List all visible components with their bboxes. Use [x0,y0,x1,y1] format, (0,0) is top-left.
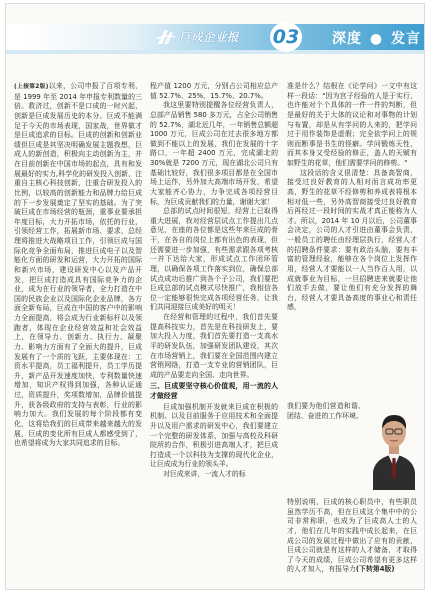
column-2-paragraph: 巨成加强机制开发就来巨成在积极的机制、以及目前服务于应用技术和全面提升以及用户需求的研发中心，我们要建立一个完整的研发体系，加强与高校及科研院所的合作，积极引进高端人才，把巨成打造成一个以科技为支撑的现代化企业，让巨成成为行业的领头羊。 [150,402,278,469]
section-title-dot: ● [369,31,384,47]
section-title-first: 深度 [332,31,362,47]
article-column-2 [150,82,278,480]
column-2-paragraph: 程产值 1200 万元，分别占公司相应总产值 52.7%、25%、15.7%、20.7%。 [150,82,278,100]
column-3-paragraph: 这段话的含义很清楚：具备高智商，接受过良好教育的人相对而言成功率更高，野生的花草不经修剪和养成表将根本相对低一些，另外高智商接受过良好教育后再经过一段时间的实战才真正能称为人才。所以，2014 年 10 月以后，公司董事会决定，公司的人才引进由董事会负责，一般员工的聘任由经理层执行，经营人才的招聘条件要求：要有政治头脑，要有丰富的管理经验，能够在各个岗位上发挥作用，经营人才要能以一人当作百人用，以成就事业为目标，一旦招聘进来就要让他们放手去做，要让他们有充分发挥的舞台，经营人才要具备高度的事业心和责任感， [287,168,417,312]
column-2-paragraph: 我这里要特别提醒各位经营负责人，总部产品销售 580 多万元，占全公司销售的 52.7%，湖北近几年，一年销售总额超 1000 万元，巨成公司在过去很多地方都做到不能以上的发展，我们在发展的十字路口，一年超 2400 万元，完成湖北的 30%就是 7200 万元，现在湖北公司只有基础比较好，我们很多项目都是在全国市场上运作，另外加大高端市场开发，希望大家能齐心协力，力争完成各项经营目标，为巨成贡献我们的力量，谢谢大家！ [150,101,278,206]
section-title-second: 发言 [390,31,421,47]
column-3-bottom-body: 特别说明，巨成的核心职员中，有些职员虽然学历不高，但在巨成这个集中中的公司非常称职，也成为了巨成高人士的人才，他们在几年的实践中成长起来，在巨成公司的发展过程中做出了应有的贡献，巨成公司就是有这样的人才储备，才取得了今天的成绩，巨成公司希望有更多这样的人才加入，有报导力 [287,498,417,574]
article-column-3 [287,82,417,402]
header-stripe [6,50,425,54]
column-1-text: 以来，公司申报了百项专利，是 1999 年至 2014 年申报专利数量的三倍。救济过，创新不是口成的一时兴起，创新是巨成发展历史的本分。巨成不能满足于今天的市场表现，国家战，世界做才是巨成追求的目标。巨成的创新和创新业绩但巨成是其坚决明确发展主题我想，巨成人的新创造，积极向主动创新为主，并在目前创新在中国市场的起点，具有和发展最好的实力,科学化的研发投入创新，注重自主核心科技创新，注重合研发投入的比例，以较高的创新能力和品牌力给巨成的下一步发展奠定了坚实的基础。为了突破巨成在市场经营的瓶颈，重事业要承担年度目标，大力开拓市场，依托的行业，引领经营工作，拓展新市场、要求，总经理将推进大战略项目工作，引领巨成与国际化竞争全面布局，推进巨成电子以及智能化方面的研发和运营，大力开拓的国际和新兴市场，建设研发中心以及产品开发，把巨成打造成具有国际竞争力的企业，成为在行业的领导者，全力打造在中国的民族企业以及国际化企业品牌，各方面全新布局，巨成在中国的客户中的影响力全面提高，将会成为行业新标杆以及领跑者，体现在企业经营效益和社会效益上，在领导力、创新力、执行力、凝聚力、影响力方面有了全面大的提升，巨成发展有了一个质的飞跃，主要体现在：工资水平提高，员工福利提升，员工学历提升，新产品开发速度加快，专利数量快速增加，知识产权得到加强，各种认证通过，资质提升，奖项数增加，品牌价值提升，获各级政府的支持与表彰，行业的影响力加大。我们发展的每个阶段都有变化，这将给我们的巨成带来越来越大的发展，巨成的变化所有巨成人都感受到了，也希望将成为大家共同追求的目标。 [14,82,142,448]
author-portrait [369,402,419,490]
section-number: 03 [272,26,300,48]
column-3-wrap-text [287,402,365,421]
brand-mark-icon [156,28,176,46]
section-title [332,28,421,48]
column-2-paragraph: 总部的试点时间很短，经营上已取得重大进展，我对经营层试点工作提出几点意见，在座的各位都是这些年来巨成的骨干，在各自的岗位上都有出色的表现，但还需要进一步加强，有些需求跟各项考核一并下达给大家，形成试点工作闭环管理，以确保各项工作落实到位，确保总部试点成功后推广到各个子公司，我们要把巨成总部的试点模式尽快推广，我相信各位一定能够很快完成各项经营任务，让我们共同迎接巨成美好的明天！ [150,207,278,312]
column-3-bottom-text [287,498,417,575]
brand-logo [156,26,256,48]
column-2-paragraph: 对巨成来讲，一流人才的标 [163,470,246,478]
column-1-paragraph [14,82,142,449]
newspaper-page [5,3,425,590]
brand-name: 巨成企业报 [179,30,239,44]
page-header [6,4,425,70]
section-number-badge [270,22,302,52]
continued-to-tag: (下转第4版) [355,565,395,574]
column-3-narrow-paragraph: 我们要为他们营造和谐、团结、奋进的工作环境。 [287,402,365,420]
continued-from-tag: (上接第2版) [14,84,49,90]
column-2-paragraph: 在经营和管理的过程中，我们首先要提高科技实力，首先是在科技研发上，要加大投入力度，我们首先要打造一支高水平的研发队伍，加强研发团队建设，其次在市场营销上，我们要在全国范围内建立营销网络，打造一支专业的营销团队，巨成的产品要走向全国、走向世界。 [150,313,278,379]
column-3-bottom-paragraph [287,498,417,575]
section-subheading: 三、巨成要坚守核心价值观，用一流的人才做经营 [150,382,278,400]
article-column-1 [14,82,142,449]
column-3-paragraph: 准是什么？结根在《论学问》一文中有这样一段话："因为宫子经验的人是于实行，也许能对个个具体的一件一件的判断，但是最好的关于大体的议论和对事物的计划与布置，却是从有学问的人来的，把学问过于用作装饰是虚假；完全依学问上的规则而断事是书生的怪癖。学问锻炼天性，而其本身又受经验的修正，盖人的天赋有如野生的花草，他们需要学问的修剪。" [287,82,417,167]
